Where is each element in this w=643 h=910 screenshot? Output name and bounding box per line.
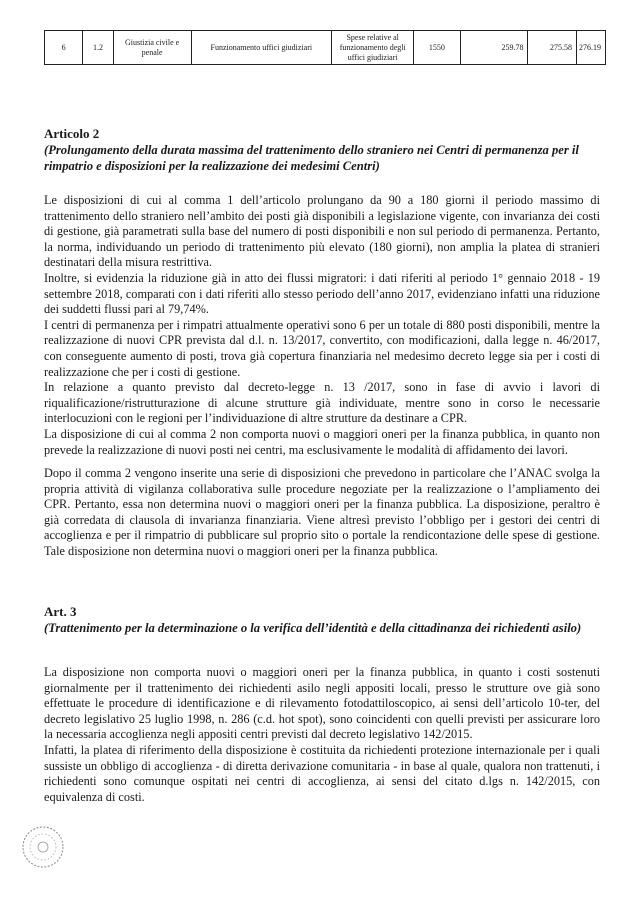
paragraph: Inoltre, si evidenzia la riduzione già in atto dei flussi migratori: i dati riferiti al periodo 1° gennaio 2018 - 19 settembre 2018, comparati con i dati riferiti allo stesso periodo dell’anno 2017, evidenziano infatti una riduzione dei suddetti flussi pari al 79,74%. — [44, 270, 600, 317]
table-cell: 1.2 — [83, 31, 114, 65]
table-cell: Funzionamento uffici giudiziari — [191, 31, 332, 65]
paragraph: La disposizione non comporta nuovi o maggiori oneri per la finanza pubblica, in quanto i costi sostenuti giornalmente per il trattenimento dei richiedenti asilo negli appositi locali, presso le strutture ove già sono effettuate le procedure di identificazione e di rilevamento fotodattiloscopico, ai sensi dell’articolo 10-ter, del decreto legislativo 25 luglio 1998, n. 286 (c.d. hot spot), sono coincidenti con quelli previsti per assicurare loro la necessaria accoglienza negli appositi centri previsti dal decreto legislativo 142/2015. — [44, 665, 600, 742]
table-cell: 259.78 — [460, 31, 528, 65]
table-row — [45, 31, 606, 65]
article-2-body — [44, 193, 600, 560]
article-2-subtitle: (Prolungamento della durata massima del trattenimento dello straniero nei Centri di permanenza per il rimpatrio e disposizioni per la realizzazione dei medesimi Centri) — [44, 143, 579, 173]
paragraph: In relazione a quanto previsto dal decreto-legge n. 13 /2017, sono in fase di avvio i lavori di riqualificazione/ristrutturazione di alcune strutture già individuate, mentre sono in corso le necessarie interlocuzioni con le regioni per l’individuazione di altre strutture da destinare a CPR. — [44, 380, 600, 426]
table-cell: 1550 — [414, 31, 460, 65]
paragraph: Dopo il comma 2 vengono inserite una serie di disposizioni che prevedono in particolare che l’ANAC svolga la propria attività di vigilanza collaborativa sulle procedure negoziate per la realizzazione o l’ampliamento dei CPR. Pertanto, essa non determina nuovi o maggiori oneri per la finanza pubblica. La disposizione, peraltro è già corredata di clausola di invarianza finanziaria. Viene altresì previsto l’obbligo per i gestori dei centri di accoglienza e per il rimpatrio di pubblicare sul proprio sito o portale la rendicontazione delle spese di gestione. Tale disposizione non determina nuovi o maggiori oneri per la finanza pubblica. — [44, 466, 600, 559]
table-cell: 275.58 — [528, 31, 577, 65]
article-2-heading: Articolo 2 — [44, 126, 100, 141]
expense-table — [44, 30, 606, 65]
paragraph: I centri di permanenza per i rimpatri attualmente operativi sono 6 per un totale di 880 posti disponibili, mentre la realizzazione di nuovi CPR prevista dal d.l. n. 13/2017, convertito, con modificazioni, dalla legge n. 46/2017, con conseguente aumento di posti, trova già copertura finanziaria nel medesimo decreto legge sia per i costi di realizzazione che per i costi di gestione. — [44, 317, 600, 379]
table-cell: Spese relative al funzionamento degli uffici giudiziari — [332, 31, 414, 65]
paragraph: Infatti, la platea di riferimento della disposizione è costituita da richiedenti protezione internazionale per i quali sussiste un obbligo di accoglienza - di diretta derivazione comunitaria - in base al quale, qualora non trattenuti, i richiedenti sono comunque ospitati nei centri di accoglienza, ai sensi del citato d.lgs n. 142/2015, con equivalenza di costi. — [44, 742, 600, 804]
article-3-body — [44, 665, 600, 805]
official-stamp-seal — [20, 824, 66, 870]
article-3-subtitle: (Trattenimento per la determinazione o la verifica dell’identità e della cittadinanza dei richiedenti asilo) — [44, 621, 582, 635]
article-3-heading: Art. 3 — [44, 604, 77, 619]
table-cell: 276.19 — [577, 31, 606, 65]
paragraph: Le disposizioni di cui al comma 1 dell’articolo prolungano da 90 a 180 giorni il periodo massimo di trattenimento dello straniero nell’ambito dei posti già disponibili a legislazione vigente, con invarianza dei costi di gestione, già parametrati sulla base del numero di posti disponibili e non sul periodo di permanenza. Pertanto, la norma, individuando un periodo di trattenimento più elevato (180 giorni), non amplia la platea di stranieri destinatari della misura restrittiva. — [44, 193, 600, 270]
table-cell: 6 — [45, 31, 83, 65]
paragraph: La disposizione di cui al comma 2 non comporta nuovi o maggiori oneri per la finanza pubblica, in quanto non prevede la realizzazione di nuovi posti nei centri, ma esclusivamente le modalità di affidamento dei lavori. — [44, 426, 600, 457]
table-cell: Giustizia civile e penale — [113, 31, 191, 65]
